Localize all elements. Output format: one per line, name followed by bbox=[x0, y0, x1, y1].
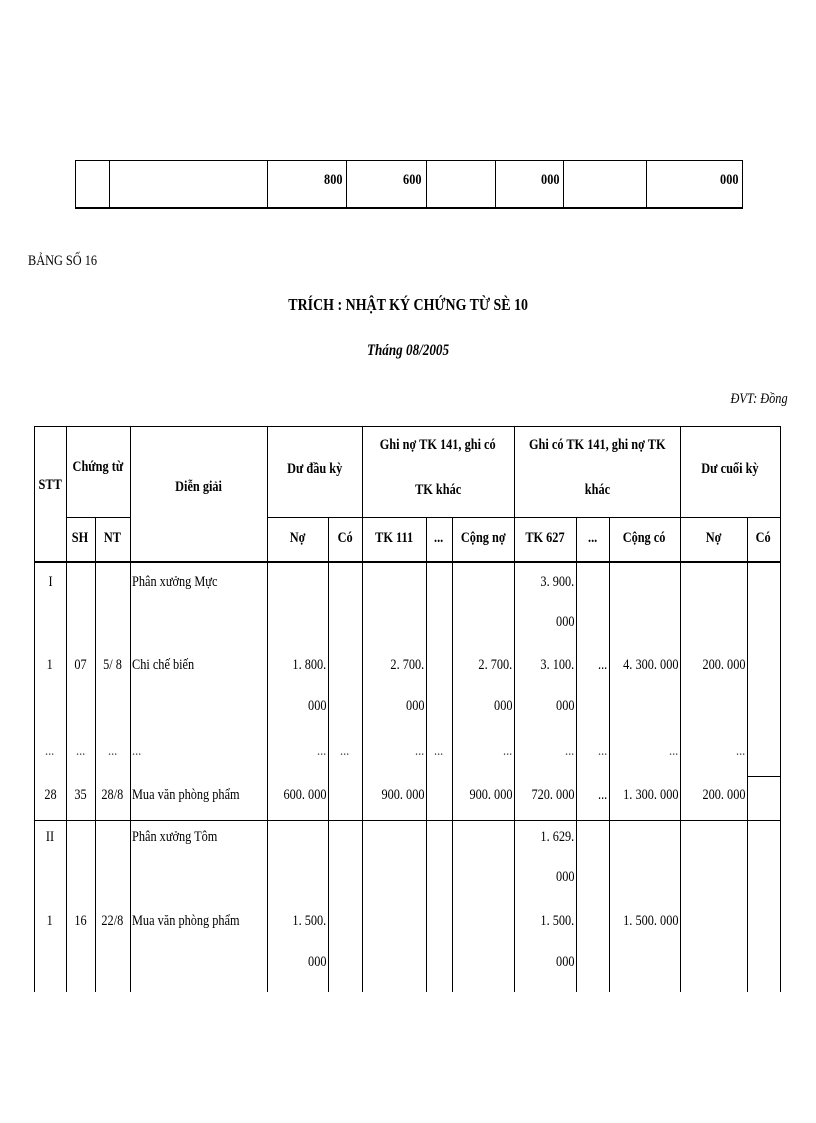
cell-tk627-cont: 000 bbox=[555, 614, 574, 630]
cell-ellipsis: ... bbox=[735, 743, 745, 759]
cell-du-no: 200. 000 bbox=[701, 657, 745, 673]
cell-ellipsis: ... bbox=[502, 743, 512, 759]
cell-cong-no: 2. 700. bbox=[478, 657, 512, 673]
header-co-2: Có bbox=[755, 530, 772, 546]
cell-stt: 1 bbox=[46, 657, 54, 673]
cell-stt: II bbox=[45, 829, 55, 845]
unit-label: ĐVT: Đồng bbox=[730, 391, 788, 407]
cell-ellipsis: ... bbox=[75, 743, 86, 759]
header-chung-tu: Chứng từ bbox=[72, 459, 124, 475]
header-nt: NT bbox=[103, 530, 122, 546]
cell-ellipsis: ... bbox=[564, 743, 574, 759]
cell-ellipsis: ... bbox=[434, 743, 444, 759]
cell-sh: 16 bbox=[74, 913, 87, 929]
cell-no-cont: 000 bbox=[307, 698, 326, 714]
cell-stt: 1 bbox=[46, 913, 54, 929]
cell-tk627-cont: 000 bbox=[555, 869, 574, 885]
header-ghi-no-line2: TK khác bbox=[414, 482, 462, 498]
cell-tk627: 1. 629. bbox=[540, 829, 574, 845]
cell-sh: 35 bbox=[74, 787, 87, 803]
cell-nt: 22/8 bbox=[101, 913, 124, 929]
cell-tk111: 900. 000 bbox=[380, 787, 424, 803]
header-ghi-co-line1: Ghi có TK 141, ghi nợ TK bbox=[528, 437, 666, 453]
header-du-cuoi-ky: Dư cuối kỳ bbox=[701, 461, 759, 477]
header-sh: SH bbox=[72, 530, 89, 546]
top-cell-4: 000 bbox=[719, 172, 738, 188]
header-ghi-co-line2: khác bbox=[584, 482, 610, 498]
cell-tk627: 720. 000 bbox=[530, 787, 574, 803]
header-dots-2: ... bbox=[587, 530, 598, 546]
header-no: Nợ bbox=[289, 530, 306, 546]
cell-du-no: 200. 000 bbox=[701, 787, 745, 803]
cell-no-cont: 000 bbox=[307, 954, 326, 970]
cell-ellipsis: ... bbox=[414, 743, 424, 759]
cell-dien-giai: Mua văn phòng phẩm bbox=[132, 787, 240, 803]
cell-cong-no-cont: 000 bbox=[493, 698, 512, 714]
cell-tk627: 3. 100. bbox=[540, 657, 574, 673]
cell-tk111: 2. 700. bbox=[390, 657, 424, 673]
cell-sh: 07 bbox=[74, 657, 87, 673]
cell-ellipsis: ... bbox=[45, 743, 55, 759]
top-cell-1: 800 bbox=[323, 172, 342, 188]
cell-dots: ... bbox=[597, 787, 607, 803]
header-tk627: TK 627 bbox=[525, 530, 565, 546]
header-no-2: Nợ bbox=[705, 530, 722, 546]
cell-tk627-cont: 000 bbox=[555, 954, 574, 970]
cell-cong-co: 4. 300. 000 bbox=[622, 657, 678, 673]
cell-ellipsis: ... bbox=[597, 743, 607, 759]
header-ghi-no-line1: Ghi nợ TK 141, ghi có bbox=[380, 437, 496, 453]
cell-ellipsis: ... bbox=[668, 743, 678, 759]
cell-cong-no: 900. 000 bbox=[468, 787, 512, 803]
top-cell-2: 600 bbox=[402, 172, 421, 188]
page-title: TRÍCH : NHẬT KÝ CHỨNG TỪ SÈ 10 bbox=[288, 295, 528, 314]
cell-dien-giai: Chi chế biến bbox=[132, 657, 195, 673]
cell-stt: 28 bbox=[43, 787, 57, 803]
cell-no: 600. 000 bbox=[282, 787, 326, 803]
header-du-dau-ky: Dư đầu kỳ bbox=[286, 461, 343, 477]
cell-tk627: 3. 900. bbox=[540, 574, 574, 590]
cell-dots: ... bbox=[597, 657, 607, 673]
cell-ellipsis: ... bbox=[316, 743, 326, 759]
cell-ellipsis: ... bbox=[340, 743, 350, 759]
header-dots-1: ... bbox=[434, 530, 444, 546]
cell-tk627: 1. 500. bbox=[540, 913, 574, 929]
table-label: BẢNG SỐ 16 bbox=[28, 253, 98, 269]
cell-nt: 28/8 bbox=[101, 787, 124, 803]
cell-no: 1. 800. bbox=[292, 657, 326, 673]
cell-no: 1. 500. bbox=[292, 913, 326, 929]
header-cong-co: Cộng có bbox=[623, 530, 666, 546]
cell-tk111-cont: 000 bbox=[405, 698, 424, 714]
cell-tk627-cont: 000 bbox=[555, 698, 574, 714]
top-cell-3: 000 bbox=[540, 172, 559, 188]
cell-dien-giai: Phân xưởng Mực bbox=[132, 574, 218, 590]
header-dien-giai: Diễn giải bbox=[175, 479, 222, 495]
cell-nt: 5/ 8 bbox=[103, 657, 122, 673]
header-cong-no: Cộng nợ bbox=[460, 530, 506, 546]
cell-ellipsis: ... bbox=[107, 743, 118, 759]
cell-cong-co: 1. 300. 000 bbox=[622, 787, 678, 803]
cell-cong-co: 1. 500. 000 bbox=[622, 913, 678, 929]
header-co: Có bbox=[337, 530, 353, 546]
cell-ellipsis: ... bbox=[132, 743, 142, 759]
cell-dien-giai: Phân xưởng Tôm bbox=[132, 829, 218, 845]
cell-stt: I bbox=[47, 574, 53, 590]
page-subtitle: Tháng 08/2005 bbox=[366, 342, 449, 359]
cell-dien-giai: Mua văn phòng phẩm bbox=[132, 913, 240, 929]
header-stt: STT bbox=[38, 477, 62, 493]
header-tk111: TK 111 bbox=[375, 530, 413, 546]
